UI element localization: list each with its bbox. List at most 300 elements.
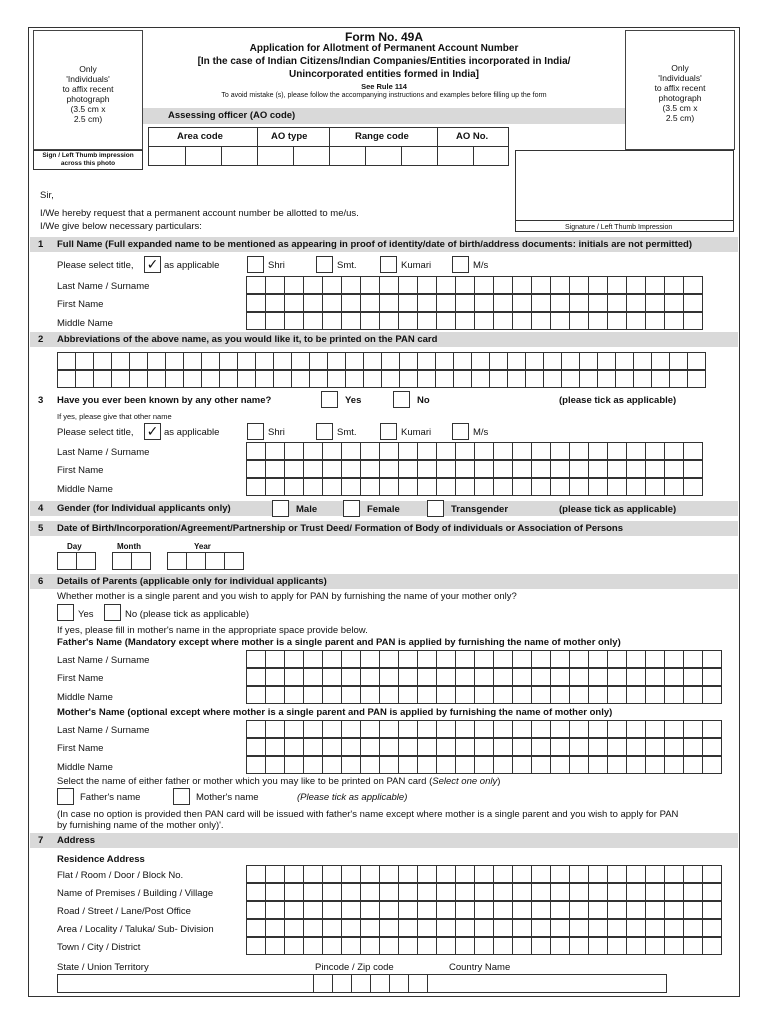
char-cell[interactable] [399, 901, 418, 919]
char-cell[interactable] [684, 865, 703, 883]
char-cell[interactable] [371, 974, 390, 993]
char-cell[interactable] [703, 901, 722, 919]
char-cell[interactable] [399, 650, 418, 668]
char-cell[interactable] [646, 460, 665, 478]
other-name-yes-checkbox[interactable] [321, 391, 338, 408]
char-cell[interactable] [361, 478, 380, 496]
char-cell[interactable] [361, 276, 380, 294]
char-cell[interactable] [684, 756, 703, 774]
char-cell[interactable] [399, 686, 418, 704]
char-cell[interactable] [684, 883, 703, 901]
char-cell[interactable] [475, 865, 494, 883]
char-cell[interactable] [247, 668, 266, 686]
char-cell[interactable] [266, 460, 285, 478]
char-cell[interactable] [665, 919, 684, 937]
char-cell[interactable] [616, 370, 634, 388]
char-cell[interactable] [342, 901, 361, 919]
char-cell[interactable] [352, 974, 371, 993]
char-cell[interactable] [247, 919, 266, 937]
char-cell[interactable] [220, 370, 238, 388]
char-cell[interactable] [323, 756, 342, 774]
char-cell[interactable] [608, 478, 627, 496]
char-cell[interactable] [456, 883, 475, 901]
char-cell[interactable] [703, 738, 722, 756]
char-cell[interactable] [589, 686, 608, 704]
country-input[interactable] [427, 974, 667, 993]
char-cell[interactable] [437, 901, 456, 919]
char-cell[interactable] [256, 370, 274, 388]
char-cell[interactable] [570, 919, 589, 937]
char-cell[interactable] [184, 352, 202, 370]
char-cell[interactable] [646, 901, 665, 919]
char-cell[interactable] [703, 883, 722, 901]
char-cell[interactable] [418, 901, 437, 919]
char-cell[interactable] [76, 352, 94, 370]
char-cell[interactable] [684, 478, 703, 496]
char-cell[interactable] [304, 442, 323, 460]
char-cell[interactable] [580, 370, 598, 388]
char-cell[interactable] [608, 937, 627, 955]
char-cell[interactable] [285, 442, 304, 460]
char-cell[interactable] [310, 370, 328, 388]
char-cell[interactable] [58, 352, 76, 370]
char-cell[interactable] [380, 937, 399, 955]
char-cell[interactable] [532, 686, 551, 704]
char-cell[interactable] [380, 901, 399, 919]
char-cell[interactable] [456, 312, 475, 330]
title-check-box[interactable]: ✓ [144, 256, 161, 273]
char-cell[interactable] [532, 668, 551, 686]
char-cell[interactable] [247, 901, 266, 919]
char-cell[interactable] [665, 442, 684, 460]
char-cell[interactable] [247, 738, 266, 756]
char-cell[interactable] [456, 937, 475, 955]
char-cell[interactable] [532, 901, 551, 919]
char-cell[interactable] [361, 738, 380, 756]
gender-male-checkbox[interactable] [272, 500, 289, 517]
char-cell[interactable] [399, 312, 418, 330]
char-cell[interactable] [513, 460, 532, 478]
char-cell[interactable] [475, 720, 494, 738]
char-cell[interactable] [513, 901, 532, 919]
char-cell[interactable] [380, 883, 399, 901]
char-cell[interactable] [380, 738, 399, 756]
char-cell[interactable] [390, 974, 409, 993]
char-cell[interactable] [456, 738, 475, 756]
char-cell[interactable] [494, 883, 513, 901]
char-cell[interactable] [323, 276, 342, 294]
char-cell[interactable] [418, 720, 437, 738]
char-cell[interactable] [266, 937, 285, 955]
char-cell[interactable] [475, 668, 494, 686]
mother-first-name-input[interactable] [246, 738, 722, 756]
char-cell[interactable] [361, 883, 380, 901]
char-cell[interactable] [475, 460, 494, 478]
char-cell[interactable] [665, 668, 684, 686]
char-cell[interactable] [665, 901, 684, 919]
char-cell[interactable] [418, 460, 437, 478]
char-cell[interactable] [494, 442, 513, 460]
char-cell[interactable] [475, 276, 494, 294]
char-cell[interactable] [684, 668, 703, 686]
title-smt-checkbox-2[interactable] [316, 423, 333, 440]
char-cell[interactable] [684, 720, 703, 738]
char-cell[interactable] [323, 312, 342, 330]
gender-transgender-checkbox[interactable] [427, 500, 444, 517]
char-cell[interactable] [627, 901, 646, 919]
char-cell[interactable] [456, 919, 475, 937]
char-cell[interactable] [570, 442, 589, 460]
char-cell[interactable] [285, 276, 304, 294]
char-cell[interactable] [532, 478, 551, 496]
area-input[interactable] [246, 919, 722, 937]
char-cell[interactable] [703, 756, 722, 774]
char-cell[interactable] [323, 937, 342, 955]
char-cell[interactable] [589, 865, 608, 883]
char-cell[interactable] [274, 370, 292, 388]
char-cell[interactable] [323, 442, 342, 460]
char-cell[interactable] [570, 901, 589, 919]
char-cell[interactable] [361, 686, 380, 704]
char-cell[interactable] [285, 865, 304, 883]
char-cell[interactable] [494, 738, 513, 756]
char-cell[interactable] [532, 720, 551, 738]
char-cell[interactable] [437, 294, 456, 312]
char-cell[interactable] [508, 370, 526, 388]
single-parent-no-checkbox[interactable] [104, 604, 121, 621]
char-cell[interactable] [652, 370, 670, 388]
char-cell[interactable] [247, 686, 266, 704]
char-cell[interactable] [247, 720, 266, 738]
char-cell[interactable] [684, 276, 703, 294]
char-cell[interactable] [361, 668, 380, 686]
char-cell[interactable] [627, 650, 646, 668]
char-cell[interactable] [513, 937, 532, 955]
char-cell[interactable] [551, 312, 570, 330]
char-cell[interactable] [627, 442, 646, 460]
s3-last-name-input[interactable] [246, 442, 703, 460]
char-cell[interactable] [418, 756, 437, 774]
char-cell[interactable] [646, 883, 665, 901]
char-cell[interactable] [551, 738, 570, 756]
char-cell[interactable] [532, 276, 551, 294]
char-cell[interactable] [361, 720, 380, 738]
char-cell[interactable] [130, 370, 148, 388]
char-cell[interactable] [454, 352, 472, 370]
char-cell[interactable] [256, 352, 274, 370]
char-cell[interactable] [333, 974, 352, 993]
char-cell[interactable] [646, 478, 665, 496]
char-cell[interactable] [570, 276, 589, 294]
char-cell[interactable] [399, 738, 418, 756]
dob-year-input[interactable] [167, 552, 244, 570]
char-cell[interactable] [684, 442, 703, 460]
char-cell[interactable] [380, 276, 399, 294]
char-cell[interactable] [589, 883, 608, 901]
photo-box-left[interactable] [33, 30, 143, 150]
char-cell[interactable] [399, 442, 418, 460]
char-cell[interactable] [247, 883, 266, 901]
char-cell[interactable] [437, 276, 456, 294]
char-cell[interactable] [494, 865, 513, 883]
state-input[interactable] [57, 974, 314, 993]
char-cell[interactable] [437, 460, 456, 478]
char-cell[interactable] [285, 720, 304, 738]
char-cell[interactable] [437, 738, 456, 756]
char-cell[interactable] [266, 294, 285, 312]
photo-box-right[interactable] [625, 30, 735, 150]
char-cell[interactable] [665, 686, 684, 704]
char-cell[interactable] [627, 312, 646, 330]
char-cell[interactable] [627, 883, 646, 901]
title-smt-checkbox[interactable] [316, 256, 333, 273]
char-cell[interactable] [551, 865, 570, 883]
char-cell[interactable] [532, 294, 551, 312]
char-cell[interactable] [616, 352, 634, 370]
char-cell[interactable] [665, 756, 684, 774]
char-cell[interactable] [665, 276, 684, 294]
char-cell[interactable] [113, 552, 132, 570]
char-cell[interactable] [361, 901, 380, 919]
char-cell[interactable] [76, 370, 94, 388]
char-cell[interactable] [304, 460, 323, 478]
char-cell[interactable] [399, 668, 418, 686]
char-cell[interactable] [608, 919, 627, 937]
char-cell[interactable] [475, 901, 494, 919]
char-cell[interactable] [456, 865, 475, 883]
char-cell[interactable] [266, 738, 285, 756]
char-cell[interactable] [304, 865, 323, 883]
char-cell[interactable] [418, 883, 437, 901]
char-cell[interactable] [418, 865, 437, 883]
father-first-name-input[interactable] [246, 668, 722, 686]
char-cell[interactable] [342, 478, 361, 496]
char-cell[interactable] [266, 686, 285, 704]
char-cell[interactable] [266, 756, 285, 774]
char-cell[interactable] [627, 937, 646, 955]
char-cell[interactable] [608, 460, 627, 478]
mother-middle-name-input[interactable] [246, 756, 722, 774]
char-cell[interactable] [570, 883, 589, 901]
char-cell[interactable] [551, 668, 570, 686]
char-cell[interactable] [646, 865, 665, 883]
char-cell[interactable] [456, 478, 475, 496]
char-cell[interactable] [285, 478, 304, 496]
char-cell[interactable] [342, 919, 361, 937]
char-cell[interactable] [132, 552, 151, 570]
char-cell[interactable] [361, 294, 380, 312]
char-cell[interactable] [456, 668, 475, 686]
char-cell[interactable] [58, 552, 77, 570]
char-cell[interactable] [437, 478, 456, 496]
char-cell[interactable] [361, 460, 380, 478]
char-cell[interactable] [323, 686, 342, 704]
char-cell[interactable] [544, 352, 562, 370]
char-cell[interactable] [627, 276, 646, 294]
char-cell[interactable] [266, 650, 285, 668]
char-cell[interactable] [627, 738, 646, 756]
char-cell[interactable] [456, 442, 475, 460]
char-cell[interactable] [437, 720, 456, 738]
road-input[interactable] [246, 901, 722, 919]
char-cell[interactable] [247, 276, 266, 294]
char-cell[interactable] [494, 276, 513, 294]
char-cell[interactable] [342, 738, 361, 756]
char-cell[interactable] [665, 738, 684, 756]
char-cell[interactable] [589, 937, 608, 955]
char-cell[interactable] [684, 901, 703, 919]
char-cell[interactable] [513, 919, 532, 937]
char-cell[interactable] [285, 650, 304, 668]
char-cell[interactable] [285, 883, 304, 901]
char-cell[interactable] [475, 919, 494, 937]
char-cell[interactable] [202, 370, 220, 388]
char-cell[interactable] [342, 442, 361, 460]
char-cell[interactable] [551, 756, 570, 774]
char-cell[interactable] [570, 756, 589, 774]
char-cell[interactable] [665, 865, 684, 883]
char-cell[interactable] [323, 919, 342, 937]
char-cell[interactable] [342, 756, 361, 774]
char-cell[interactable] [646, 650, 665, 668]
char-cell[interactable] [266, 312, 285, 330]
char-cell[interactable] [328, 370, 346, 388]
char-cell[interactable] [323, 883, 342, 901]
char-cell[interactable] [285, 668, 304, 686]
char-cell[interactable] [703, 937, 722, 955]
char-cell[interactable] [285, 686, 304, 704]
char-cell[interactable] [627, 865, 646, 883]
char-cell[interactable] [589, 650, 608, 668]
char-cell[interactable] [342, 294, 361, 312]
char-cell[interactable] [703, 720, 722, 738]
char-cell[interactable] [285, 937, 304, 955]
char-cell[interactable] [646, 937, 665, 955]
char-cell[interactable] [646, 738, 665, 756]
char-cell[interactable] [570, 738, 589, 756]
char-cell[interactable] [285, 460, 304, 478]
char-cell[interactable] [314, 974, 333, 993]
char-cell[interactable] [437, 919, 456, 937]
char-cell[interactable] [323, 460, 342, 478]
char-cell[interactable] [688, 352, 706, 370]
char-cell[interactable] [437, 650, 456, 668]
char-cell[interactable] [225, 552, 244, 570]
char-cell[interactable] [323, 478, 342, 496]
char-cell[interactable] [513, 883, 532, 901]
char-cell[interactable] [665, 294, 684, 312]
char-cell[interactable] [513, 686, 532, 704]
char-cell[interactable] [608, 294, 627, 312]
char-cell[interactable] [380, 312, 399, 330]
char-cell[interactable] [646, 720, 665, 738]
s3-middle-name-input[interactable] [246, 478, 703, 496]
char-cell[interactable] [168, 552, 187, 570]
char-cell[interactable] [342, 720, 361, 738]
char-cell[interactable] [494, 312, 513, 330]
char-cell[interactable] [285, 756, 304, 774]
char-cell[interactable] [399, 294, 418, 312]
char-cell[interactable] [304, 668, 323, 686]
char-cell[interactable] [382, 370, 400, 388]
char-cell[interactable] [494, 919, 513, 937]
char-cell[interactable] [646, 686, 665, 704]
char-cell[interactable] [646, 919, 665, 937]
char-cell[interactable] [532, 738, 551, 756]
char-cell[interactable] [508, 352, 526, 370]
char-cell[interactable] [304, 720, 323, 738]
char-cell[interactable] [475, 686, 494, 704]
char-cell[interactable] [551, 919, 570, 937]
char-cell[interactable] [310, 352, 328, 370]
char-cell[interactable] [304, 312, 323, 330]
title-kumari-checkbox-2[interactable] [380, 423, 397, 440]
char-cell[interactable] [456, 901, 475, 919]
char-cell[interactable] [551, 460, 570, 478]
char-cell[interactable] [513, 738, 532, 756]
char-cell[interactable] [627, 460, 646, 478]
char-cell[interactable] [627, 294, 646, 312]
char-cell[interactable] [342, 668, 361, 686]
char-cell[interactable] [544, 370, 562, 388]
char-cell[interactable] [456, 460, 475, 478]
char-cell[interactable] [418, 937, 437, 955]
char-cell[interactable] [418, 312, 437, 330]
char-cell[interactable] [551, 937, 570, 955]
s3-first-name-input[interactable] [246, 460, 703, 478]
char-cell[interactable] [494, 720, 513, 738]
title-kumari-checkbox[interactable] [380, 256, 397, 273]
char-cell[interactable] [187, 552, 206, 570]
char-cell[interactable] [494, 756, 513, 774]
char-cell[interactable] [247, 650, 266, 668]
char-cell[interactable] [342, 312, 361, 330]
pincode-input[interactable] [313, 974, 428, 993]
char-cell[interactable] [551, 294, 570, 312]
char-cell[interactable] [532, 937, 551, 955]
char-cell[interactable] [589, 460, 608, 478]
char-cell[interactable] [551, 478, 570, 496]
char-cell[interactable] [266, 865, 285, 883]
char-cell[interactable] [437, 668, 456, 686]
char-cell[interactable] [247, 460, 266, 478]
char-cell[interactable] [513, 276, 532, 294]
char-cell[interactable] [665, 312, 684, 330]
char-cell[interactable] [94, 352, 112, 370]
char-cell[interactable] [670, 370, 688, 388]
abbreviation-line-2-input[interactable] [57, 370, 706, 388]
char-cell[interactable] [247, 756, 266, 774]
char-cell[interactable] [361, 756, 380, 774]
char-cell[interactable] [380, 756, 399, 774]
char-cell[interactable] [475, 294, 494, 312]
char-cell[interactable] [130, 352, 148, 370]
char-cell[interactable] [627, 686, 646, 704]
char-cell[interactable] [608, 276, 627, 294]
char-cell[interactable] [589, 756, 608, 774]
char-cell[interactable] [456, 756, 475, 774]
char-cell[interactable] [364, 370, 382, 388]
char-cell[interactable] [532, 919, 551, 937]
char-cell[interactable] [382, 352, 400, 370]
char-cell[interactable] [456, 686, 475, 704]
char-cell[interactable] [436, 352, 454, 370]
char-cell[interactable] [608, 650, 627, 668]
char-cell[interactable] [494, 937, 513, 955]
char-cell[interactable] [266, 276, 285, 294]
title-check-box-2[interactable]: ✓ [144, 423, 161, 440]
char-cell[interactable] [247, 294, 266, 312]
